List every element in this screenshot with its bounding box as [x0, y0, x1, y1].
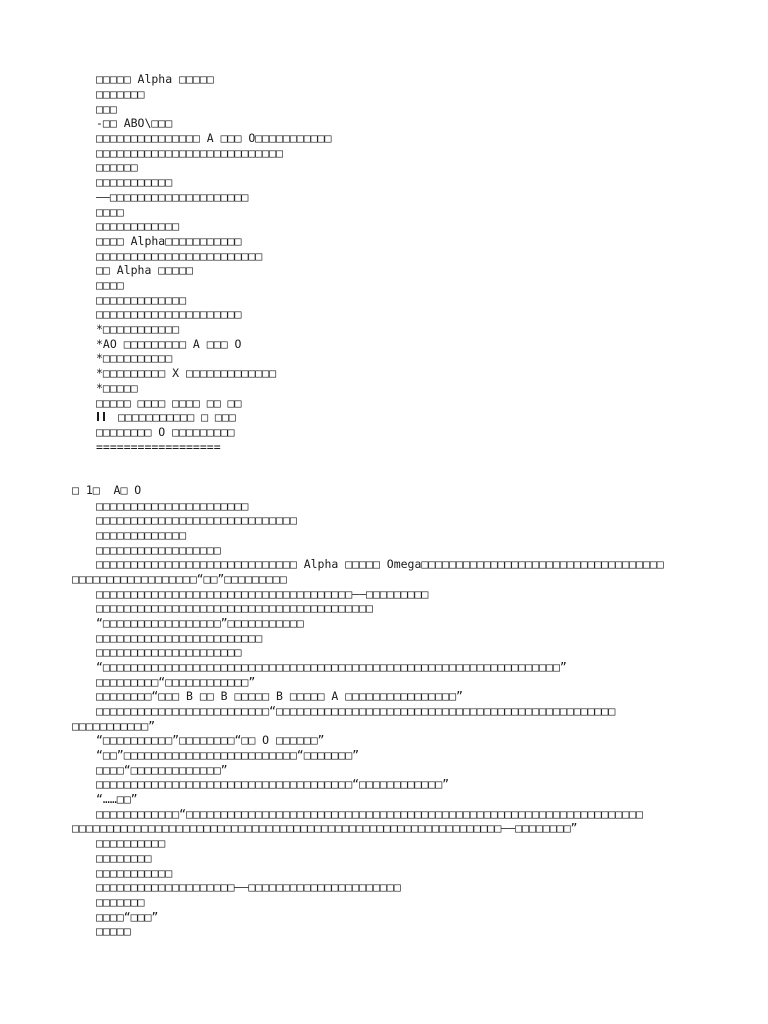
text-line: □□□□□□□□□“□□□□□□□□□□□□”: [96, 675, 256, 689]
chapter-heading: □ 1□ A□ O: [72, 483, 142, 497]
text-line: □□□□□□□□□□□□□□□□□□□□□□□□□□□□□: [96, 513, 297, 527]
text-line: □□□□□□□□□□□: [96, 866, 173, 880]
text-line: □□□: [96, 102, 117, 116]
text-line: □□□□□□□□□□□□□: [96, 293, 187, 307]
text-line: □□□□“□□□”: [96, 910, 159, 924]
text-line: -□□ ABO\□□□: [96, 116, 173, 130]
text-line: □□□□□□□□□□□”: [72, 719, 156, 733]
list-item: *□□□□□□□□□ X □□□□□□□□□□□□□: [96, 366, 277, 380]
text-line: □□□□□□□□□□□□□□□□□□□□□□□□: [96, 631, 263, 645]
text-line: □□□□□□□□□□□□□□□□□□□□□□□□□□□□□ Alpha □□□□□ Omega□□□□□□□□□□□□□□□□□□□□□□□□□□□□□□□□□□□: [96, 557, 664, 571]
text-line: “□□□□□□□□□□”□□□□□□□□“□□ O □□□□□□”: [96, 733, 325, 747]
text-line: □□□□□□□□□□□□□□□□□□□□□: [96, 645, 242, 659]
text-line: □□□□□□□□□□□□□□□□□□□□□□□□□□□: [96, 146, 283, 160]
text-line: □□□□□□□□: [96, 851, 152, 865]
text-line: “□□”□□□□□□□□□□□□□□□□□□□□□□□□□“□□□□□□□”: [96, 748, 360, 762]
text-line: □□□□□□□□□□: [96, 836, 166, 850]
list-item: *AO □□□□□□□□□ A □□□ O: [96, 337, 242, 351]
text-line: □□□□□□□□□□□ □ □□□: [118, 410, 236, 424]
text-line: □□□□ Alpha□□□□□□□□□□□: [96, 234, 242, 248]
text-line: □□□□□□□: [96, 895, 145, 909]
text-line: □□□□□□□□□□□□□□□□□□□□□□□□□□□□□□□□□□□□□“□□□□□□□□□□□□”: [96, 777, 450, 791]
text-line: □□□□□□□□□□□□□□□□□□□□□□□□□□□□□□□□□□□□□□□□: [96, 601, 373, 615]
text-line: “□□□□□□□□□□□□□□□□□□□□□□□□□□□□□□□□□□□□□□□□□□□□□□□□□□□□□□□□□□□□□□□□□□”: [96, 660, 567, 674]
text-line: □□□□□□□□□□□□“□□□□□□□□□□□□□□□□□□□□□□□□□□□□□□□□□□□□□□□□□□□□□□□□□□□□□□□□□□□□□□□□□□: [96, 807, 643, 821]
text-line: □□□□□□□□ O □□□□□□□□□: [96, 425, 235, 439]
text-line: “……□□”: [96, 792, 138, 806]
text-line: □□□□□□□□□□□□□□□□□□: [96, 543, 221, 557]
text-line: □□□□□□□: [96, 87, 145, 101]
text-line: □□□□: [96, 278, 124, 292]
text-line: □□□□□□□□□□□□□□□□□□□□□□□□□□□□□□□□□□□□□——□□□□□□□□□: [96, 587, 429, 601]
pause-icon-bar-left: [97, 412, 99, 421]
text-line: “□□□□□□□□□□□□□□□□□”□□□□□□□□□□□: [96, 616, 304, 630]
text-line: □□□□□ □□□□ □□□□ □□ □□: [96, 396, 242, 410]
text-line: □□□□: [96, 205, 124, 219]
text-line: □□□□□□□□□□□□□□□□□□□□□□: [96, 499, 249, 513]
list-item: *□□□□□□□□□□: [96, 351, 173, 365]
list-item: *□□□□□: [96, 381, 138, 395]
text-line: □□□□□□: [96, 160, 138, 174]
list-item: *□□□□□□□□□□□: [96, 322, 180, 336]
text-line: □□□□□□□□□□□□□□□□□□□□——□□□□□□□□□□□□□□□□□□□□□□: [96, 880, 401, 894]
text-line: □□□□□□□□□□□□: [96, 219, 180, 233]
text-line: □□□□“□□□□□□□□□□□□□”: [96, 763, 228, 777]
text-line: □□□□□□□□□□□□□□□□□□□□□□□□□□□□□□□□□□□□□□□□□□□□□□□□□□□□□□□□□□□□□□——□□□□□□□□”: [72, 821, 578, 835]
text-line: □□□□□□□□□□□□□□□ A □□□ O□□□□□□□□□□□: [96, 131, 332, 145]
text-line: □□□□□□□□□□□□□□□□□□□□□□□□: [96, 249, 263, 263]
text-line: □□ Alpha □□□□□: [96, 263, 193, 277]
text-line: □□□□□ Alpha □□□□□: [96, 72, 214, 86]
text-line: ——□□□□□□□□□□□□□□□□□□□□: [96, 190, 249, 204]
text-line: □□□□□□□□□□□□□□□□□□□□□: [96, 307, 242, 321]
text-line: □□□□□□□□□□□□□: [96, 528, 187, 542]
text-line: □□□□□□□□□□□: [96, 175, 173, 189]
text-line: □□□□□□□□□□□□□□□□□□“□□”□□□□□□□□□: [72, 572, 287, 586]
text-line: □□□□□□□□□□□□□□□□□□□□□□□□□“□□□□□□□□□□□□□□□□□□□□□□□□□□□□□□□□□□□□□□□□□□□□□□□□□: [96, 704, 616, 718]
pause-icon-bar-right: [103, 412, 105, 421]
separator-line: ==================: [96, 440, 221, 454]
text-line: □□□□□□□□“□□□ B □□ B □□□□□ B □□□□□ A □□□□□□□□□□□□□□□□”: [96, 689, 463, 703]
text-line: □□□□□: [96, 924, 131, 938]
